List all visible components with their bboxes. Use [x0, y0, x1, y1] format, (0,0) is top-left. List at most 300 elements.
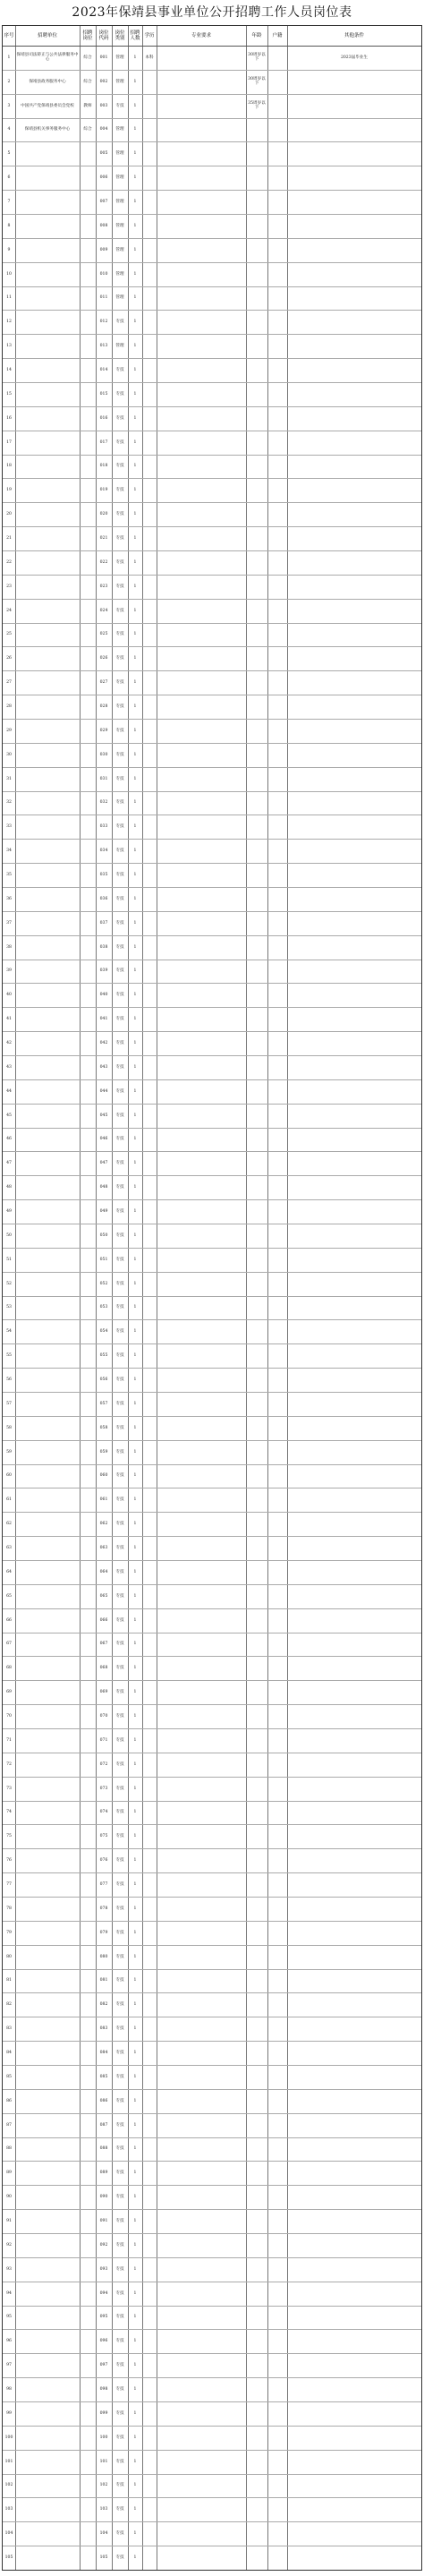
table-cell: 067 — [99, 1642, 108, 1647]
table-cell: 025 — [99, 632, 108, 637]
row-divider — [3, 2089, 421, 2090]
table-cell: 专技 — [115, 968, 124, 974]
column-header: 专业要求 — [191, 33, 211, 38]
row-divider — [3, 2209, 421, 2210]
table-cell: 专技 — [115, 391, 124, 397]
table-cell: 045 — [99, 1113, 108, 1118]
table-cell: 1 — [133, 2483, 137, 2488]
table-cell: 1 — [133, 464, 137, 469]
table-cell: 专技 — [115, 1185, 124, 1190]
table-cell: 13 — [6, 344, 12, 349]
table-cell: 1 — [133, 2531, 137, 2537]
row-divider — [3, 1296, 421, 1297]
table-cell: 056 — [99, 1378, 108, 1383]
row-divider — [3, 502, 421, 503]
table-cell: 024 — [99, 608, 108, 613]
row-divider — [3, 599, 421, 600]
table-cell: 专技 — [115, 1882, 124, 1888]
table-cell: 092 — [99, 2242, 108, 2248]
table-cell: 052 — [99, 1281, 108, 1286]
table-cell: 中国共产党保靖县委员会党校 — [21, 103, 74, 108]
table-cell: 38 — [6, 944, 12, 950]
table-cell: 管理 — [115, 55, 124, 60]
row-divider — [3, 1464, 421, 1465]
table-cell: 1 — [133, 175, 137, 181]
table-cell: 103 — [4, 2507, 13, 2512]
row-divider — [3, 2113, 421, 2114]
table-cell: 76 — [6, 1858, 12, 1864]
row-divider — [3, 1248, 421, 1249]
table-cell: 1 — [133, 944, 137, 950]
table-cell: 091 — [99, 2219, 108, 2224]
table-cell: 79 — [6, 1930, 12, 1935]
table-cell: 专技 — [115, 632, 124, 637]
table-cell: 专技 — [115, 656, 124, 661]
table-cell: 88 — [6, 2146, 12, 2152]
row-divider — [3, 743, 421, 744]
table-cell: 035 — [99, 873, 108, 878]
table-cell: 037 — [99, 920, 108, 925]
row-divider — [3, 2426, 421, 2427]
table-cell: 1 — [133, 1954, 137, 1959]
table-cell: 本科 — [145, 55, 154, 60]
table-cell: 78 — [6, 1906, 12, 1911]
table-cell: 1 — [133, 2387, 137, 2393]
table-cell: 专技 — [115, 2290, 124, 2296]
table-cell: 专技 — [115, 1281, 124, 1286]
table-cell: 1 — [133, 415, 137, 421]
table-cell: 093 — [99, 2266, 108, 2272]
table-cell: 专技 — [115, 2435, 124, 2440]
table-cell: 12 — [6, 320, 12, 325]
row-divider — [3, 550, 421, 551]
row-divider — [3, 1992, 421, 1993]
table-cell: 20 — [6, 512, 12, 517]
table-cell: 专技 — [115, 1786, 124, 1791]
table-cell: 19 — [6, 488, 12, 493]
table-cell: 1 — [133, 559, 137, 565]
row-divider — [3, 839, 421, 840]
table-cell: 1 — [133, 1281, 137, 1286]
table-cell: 1 — [133, 1786, 137, 1791]
table-cell: 1 — [133, 1137, 137, 1142]
table-cell: 71 — [6, 1737, 12, 1743]
table-cell: 2023届毕业生 — [340, 55, 369, 60]
table-cell: 073 — [99, 1786, 108, 1791]
row-divider — [3, 1031, 421, 1032]
table-cell: 6 — [7, 175, 11, 181]
table-cell: 096 — [99, 2339, 108, 2344]
table-cell: 专技 — [115, 1737, 124, 1743]
table-cell: 040 — [99, 993, 108, 998]
table-cell: 1 — [133, 824, 137, 830]
table-cell: 85 — [6, 2074, 12, 2079]
table-cell: 062 — [99, 1522, 108, 1527]
table-cell: 1 — [133, 704, 137, 710]
table-cell: 1 — [133, 536, 137, 542]
table-cell: 专技 — [115, 2195, 124, 2200]
table-cell: 014 — [99, 368, 108, 373]
table-cell: 015 — [99, 391, 108, 397]
row-divider — [3, 1392, 421, 1393]
column-header: 序号 — [4, 33, 14, 38]
row-divider — [3, 646, 421, 647]
table-cell: 1 — [133, 1209, 137, 1215]
table-cell: 专技 — [115, 536, 124, 542]
table-cell: 73 — [6, 1786, 12, 1791]
table-cell: 专技 — [115, 1233, 124, 1238]
table-cell: 专技 — [115, 1329, 124, 1335]
table-cell: 专技 — [115, 2171, 124, 2176]
table-cell: 1 — [133, 728, 137, 733]
table-cell: 081 — [99, 1978, 108, 1983]
table-cell: 43 — [6, 1064, 12, 1070]
table-cell: 70 — [6, 1714, 12, 1719]
table-cell: 1 — [133, 632, 137, 637]
row-divider — [3, 238, 421, 239]
table-cell: 37 — [6, 920, 12, 925]
table-cell: 专技 — [115, 1642, 124, 1647]
table-cell: 006 — [99, 175, 108, 181]
column-divider — [267, 26, 268, 2570]
table-cell: 1 — [133, 1497, 137, 1503]
table-cell: 67 — [6, 1642, 12, 1647]
table-cell: 1 — [133, 2555, 137, 2561]
table-cell: 1 — [133, 2122, 137, 2128]
row-divider — [3, 2450, 421, 2451]
table-cell: 64 — [6, 1569, 12, 1574]
table-cell: 1 — [133, 488, 137, 493]
table-cell: 86 — [6, 2098, 12, 2103]
table-cell: 1 — [133, 896, 137, 901]
table-cell: 专技 — [115, 1425, 124, 1430]
row-divider — [3, 1151, 421, 1152]
table-cell: 1 — [133, 1161, 137, 1166]
table-cell: 49 — [6, 1209, 12, 1215]
table-cell: 7 — [7, 200, 11, 205]
table-cell: 1 — [133, 1257, 137, 1262]
table-cell: 1 — [133, 368, 137, 373]
table-cell: 专技 — [115, 1666, 124, 1671]
table-cell: 1 — [133, 656, 137, 661]
table-cell: 98 — [6, 2387, 12, 2393]
table-cell: 005 — [99, 151, 108, 157]
table-cell: 89 — [6, 2171, 12, 2176]
row-divider — [3, 478, 421, 479]
table-cell: 1 — [133, 752, 137, 757]
table-cell: 专技 — [115, 1041, 124, 1046]
table-cell: 1 — [133, 776, 137, 781]
row-divider — [3, 1921, 421, 1922]
table-cell: 082 — [99, 2002, 108, 2008]
table-cell: 8 — [7, 223, 11, 228]
table-cell: 1 — [133, 1690, 137, 1695]
table-cell: 专技 — [115, 2410, 124, 2416]
table-cell: 专技 — [115, 2387, 124, 2393]
table-cell: 1 — [133, 584, 137, 589]
table-cell: 059 — [99, 1449, 108, 1454]
table-cell: 1 — [133, 1017, 137, 1022]
table-cell: 专技 — [115, 512, 124, 517]
page-title: 2023年保靖县事业单位公开招聘工作人员岗位表 — [72, 5, 352, 20]
table-cell: 1 — [133, 1569, 137, 1574]
table-cell: 65 — [6, 1593, 12, 1599]
table-cell: 105 — [99, 2555, 108, 2561]
table-cell: 专技 — [115, 2242, 124, 2248]
table-cell: 1 — [133, 1930, 137, 1935]
table-cell: 97 — [6, 2363, 12, 2368]
row-divider — [3, 2137, 421, 2138]
table-cell: 专技 — [115, 320, 124, 325]
table-cell: 053 — [99, 1305, 108, 1310]
table-cell: 001 — [99, 55, 108, 60]
table-cell: 18 — [6, 464, 12, 469]
table-cell: 097 — [99, 2363, 108, 2368]
table-cell: 1 — [133, 1185, 137, 1190]
table-cell: 008 — [99, 223, 108, 228]
row-divider — [3, 2401, 421, 2402]
table-cell: 051 — [99, 1257, 108, 1262]
row-divider — [3, 2041, 421, 2042]
table-cell: 1 — [133, 55, 137, 60]
table-cell: 专技 — [115, 2098, 124, 2103]
table-cell: 22 — [6, 559, 12, 565]
table-cell: 专技 — [115, 1137, 124, 1142]
table-cell: 061 — [99, 1497, 108, 1503]
table-cell: 保靖县机关事务服务中心 — [24, 127, 71, 132]
table-cell: 020 — [99, 512, 108, 517]
table-cell: 036 — [99, 896, 108, 901]
table-cell: 030 — [99, 752, 108, 757]
table-cell: 84 — [6, 2051, 12, 2056]
table-cell: 095 — [99, 2315, 108, 2320]
table-cell: 26 — [6, 656, 12, 661]
table-cell: 027 — [99, 680, 108, 686]
table-cell: 1 — [133, 1329, 137, 1335]
table-cell: 专技 — [115, 1930, 124, 1935]
column-header: 岗位代码 — [98, 30, 109, 41]
table-cell: 96 — [6, 2339, 12, 2344]
table-cell: 专技 — [115, 2122, 124, 2128]
table-cell: 管理 — [115, 223, 124, 228]
table-cell: 综合 — [83, 55, 92, 60]
table-cell: 专技 — [115, 680, 124, 686]
table-cell: 085 — [99, 2074, 108, 2079]
column-header: 招聘单位 — [37, 33, 57, 38]
row-divider — [3, 262, 421, 263]
table-cell: 58 — [6, 1425, 12, 1430]
table-cell: 1 — [133, 512, 137, 517]
table-cell: 29 — [6, 728, 12, 733]
column-header: 户籍 — [272, 33, 283, 38]
table-cell: 039 — [99, 968, 108, 974]
table-cell: 专技 — [115, 1714, 124, 1719]
table-cell: 084 — [99, 2051, 108, 2056]
column-divider — [80, 26, 81, 2570]
table-cell: 管理 — [115, 295, 124, 301]
table-cell: 099 — [99, 2410, 108, 2416]
table-cell: 53 — [6, 1305, 12, 1310]
row-divider — [3, 2570, 421, 2571]
row-divider — [3, 358, 421, 359]
table-cell: 1 — [133, 800, 137, 806]
column-header: 岗位类别 — [114, 30, 125, 41]
table-cell: 009 — [99, 247, 108, 252]
table-cell: 1 — [133, 680, 137, 686]
row-divider — [3, 141, 421, 142]
row-divider — [3, 863, 421, 864]
table-cell: 104 — [99, 2531, 108, 2537]
table-cell: 047 — [99, 1161, 108, 1166]
table-cell: 1 — [133, 200, 137, 205]
table-cell: 专技 — [115, 896, 124, 901]
row-divider — [3, 1801, 421, 1802]
table-cell: 62 — [6, 1522, 12, 1527]
table-cell: 23 — [6, 584, 12, 589]
table-cell: 1 — [133, 1737, 137, 1743]
table-cell: 9 — [7, 247, 11, 252]
table-cell: 专技 — [115, 439, 124, 445]
table-cell: 32 — [6, 800, 12, 806]
table-cell: 专技 — [115, 920, 124, 925]
row-divider — [3, 623, 421, 624]
row-divider — [3, 2521, 421, 2522]
table-cell: 专技 — [115, 1017, 124, 1022]
table-cell: 078 — [99, 1906, 108, 1911]
table-cell: 046 — [99, 1137, 108, 1142]
table-cell: 065 — [99, 1593, 108, 1599]
table-cell: 14 — [6, 368, 12, 373]
table-cell: 专技 — [115, 1449, 124, 1454]
row-divider — [3, 2065, 421, 2066]
row-divider — [3, 719, 421, 720]
table-cell: 专技 — [115, 1761, 124, 1767]
table-cell: 1 — [133, 295, 137, 301]
table-cell: 057 — [99, 1401, 108, 1406]
table-cell: 044 — [99, 1088, 108, 1094]
table-cell: 31 — [6, 776, 12, 781]
row-divider — [3, 1079, 421, 1080]
row-divider — [3, 1319, 421, 1320]
table-cell: 1 — [133, 1473, 137, 1479]
table-cell: 39 — [6, 968, 12, 974]
row-divider — [3, 1272, 421, 1273]
table-cell: 003 — [99, 103, 108, 108]
table-cell: 022 — [99, 559, 108, 565]
table-cell: 1 — [133, 849, 137, 854]
table-cell: 专技 — [115, 1064, 124, 1070]
table-cell: 1 — [133, 247, 137, 252]
table-cell: 017 — [99, 439, 108, 445]
table-cell: 1 — [133, 344, 137, 349]
table-cell: 专技 — [115, 849, 124, 854]
table-cell: 1 — [133, 993, 137, 998]
row-divider — [3, 1608, 421, 1609]
row-divider — [3, 887, 421, 888]
table-cell: 11 — [6, 295, 12, 301]
table-cell: 1 — [133, 151, 137, 157]
table-cell: 1 — [133, 2315, 137, 2320]
table-cell: 080 — [99, 1954, 108, 1959]
table-cell: 专技 — [115, 1473, 124, 1479]
table-cell: 专技 — [115, 1088, 124, 1094]
table-cell: 专技 — [115, 1257, 124, 1262]
row-divider — [3, 2306, 421, 2307]
table-cell: 专技 — [115, 1858, 124, 1864]
table-cell: 102 — [99, 2483, 108, 2488]
row-divider — [3, 2377, 421, 2378]
table-cell: 101 — [4, 2459, 13, 2464]
row-divider — [3, 1584, 421, 1585]
table-cell: 54 — [6, 1329, 12, 1335]
table-cell: 17 — [6, 439, 12, 445]
table-cell: 专技 — [115, 2363, 124, 2368]
table-cell: 27 — [6, 680, 12, 686]
table-cell: 079 — [99, 1930, 108, 1935]
row-divider — [3, 1872, 421, 1873]
table-cell: 010 — [99, 271, 108, 277]
row-divider — [3, 1440, 421, 1441]
table-cell: 专技 — [115, 559, 124, 565]
table-cell: 专技 — [115, 993, 124, 998]
table-cell: 46 — [6, 1137, 12, 1142]
table-cell: 1 — [133, 2051, 137, 2056]
table-cell: 1 — [133, 1858, 137, 1864]
table-cell: 管理 — [115, 271, 124, 277]
table-cell: 1 — [133, 608, 137, 613]
table-cell: 1 — [133, 1449, 137, 1454]
table-cell: 100 — [99, 2435, 108, 2440]
table-cell: 034 — [99, 849, 108, 854]
table-cell: 066 — [99, 1617, 108, 1623]
table-cell: 91 — [6, 2219, 12, 2224]
table-cell: 专技 — [115, 1522, 124, 1527]
row-divider — [3, 1007, 421, 1008]
table-cell: 077 — [99, 1882, 108, 1888]
row-divider — [3, 1512, 421, 1513]
column-header: 学历 — [144, 33, 155, 38]
table-cell: 专技 — [115, 1690, 124, 1695]
row-divider — [3, 1728, 421, 1729]
table-cell: 专技 — [115, 368, 124, 373]
table-cell: 060 — [99, 1473, 108, 1479]
table-cell: 45 — [6, 1113, 12, 1118]
table-cell: 1 — [133, 320, 137, 325]
table-cell: 40 — [6, 993, 12, 998]
table-cell: 011 — [99, 295, 108, 301]
table-cell: 10 — [6, 271, 12, 277]
table-cell: 34 — [6, 849, 12, 854]
table-cell: 专技 — [115, 704, 124, 710]
table-cell: 专技 — [115, 1305, 124, 1310]
row-divider — [3, 2161, 421, 2162]
table-cell: 63 — [6, 1546, 12, 1551]
table-cell: 012 — [99, 320, 108, 325]
row-divider — [3, 2257, 421, 2258]
table-cell: 77 — [6, 1882, 12, 1888]
table-cell: 072 — [99, 1761, 108, 1767]
table-cell: 1 — [133, 2410, 137, 2416]
row-divider — [3, 310, 421, 311]
table-cell: 055 — [99, 1353, 108, 1359]
table-cell: 33 — [6, 824, 12, 830]
table-cell: 80 — [6, 1954, 12, 1959]
table-cell: 专技 — [115, 103, 124, 108]
table-cell: 1 — [133, 1064, 137, 1070]
table-cell: 83 — [6, 2026, 12, 2032]
table-cell: 专技 — [115, 728, 124, 733]
table-cell: 019 — [99, 488, 108, 493]
